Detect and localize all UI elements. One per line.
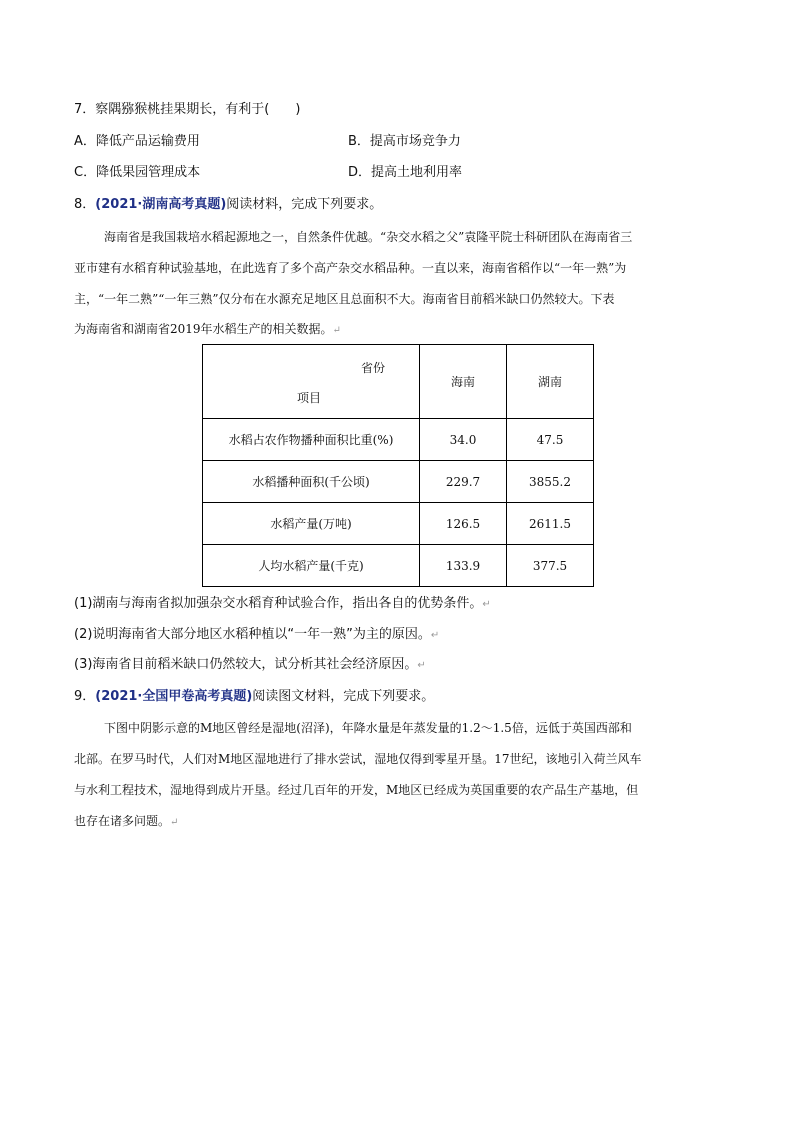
q8-paragraph-line-1: 海南省是我国栽培水稻起源地之一，自然条件优越。“杂交水稻之父”袁隆平院士科研团队在海南省三 — [104, 230, 633, 244]
cell-hunan: 47.5 — [507, 419, 594, 461]
q9-source: (2021·全国甲卷高考真题) — [95, 689, 253, 704]
q8-number: 8． — [74, 197, 96, 212]
q7-stem: 7．察隅猕猴桃挂果期长，有利于( ) — [74, 102, 301, 117]
row-label: 人均水稻产量(千克) — [203, 545, 420, 587]
column-header-hunan: 湖南 — [507, 345, 594, 419]
q8-heading — [74, 196, 382, 214]
cell-hunan: 2611.5 — [507, 503, 594, 545]
table-row — [203, 419, 594, 461]
header-province: 省份 — [360, 361, 385, 375]
paragraph-mark-icon: ↵ — [430, 630, 440, 641]
q8-instruction: 阅读材料，完成下列要求。 — [226, 197, 383, 212]
q7-option-a: A．降低产品运输费用 — [74, 134, 200, 149]
header-item: 项目 — [297, 391, 322, 405]
table-header-row — [203, 345, 594, 419]
cell-hainan: 229.7 — [420, 461, 507, 503]
q7-option-c: C．降低果园管理成本 — [74, 165, 201, 180]
q8-paragraph-line-3: 主，“一年二熟”“一年三熟”仅分布在水源充足地区且总面积不大。海南省目前稻米缺口仍然较大。下表 — [74, 292, 615, 306]
q9-paragraph-line-2: 北部。在罗马时代，人们对M地区湿地进行了排水尝试，湿地仅得到零星开垦。17世纪，该地引入荷兰风车 — [74, 752, 642, 766]
cell-hainan: 34.0 — [420, 419, 507, 461]
row-label: 水稻播种面积(千公顷) — [203, 461, 420, 503]
q9-paragraph-line-4: 也存在诸多问题。↵ — [74, 814, 179, 828]
paragraph-mark-icon: ↵ — [170, 817, 179, 828]
cell-hunan: 377.5 — [507, 545, 594, 587]
q8-paragraph-line-4: 为海南省和湖南省2019年水稻生产的相关数据。↵ — [74, 322, 341, 336]
q9-paragraph-line-1: 下图中阴影示意的M地区曾经是湿地(沼泽)，年降水量是年蒸发量的1.2～1.5倍，远低于英国西部和 — [104, 721, 632, 735]
row-label: 水稻产量(万吨) — [203, 503, 420, 545]
q9-heading — [74, 688, 434, 706]
q7-option-b: B．提高市场竞争力 — [348, 134, 461, 149]
paragraph-mark-icon: ↵ — [332, 325, 341, 336]
table-corner-header — [203, 345, 420, 419]
row-label: 水稻占农作物播种面积比重(%) — [203, 419, 420, 461]
q9-number: 9． — [74, 689, 96, 704]
rice-data-table — [202, 344, 594, 587]
q7-option-d: D．提高土地利用率 — [348, 165, 463, 180]
column-header-hainan: 海南 — [420, 345, 507, 419]
q9-instruction: 阅读图文材料，完成下列要求。 — [252, 689, 435, 704]
paragraph-mark-icon: ↵ — [417, 660, 426, 671]
cell-hainan: 133.9 — [420, 545, 507, 587]
cell-hunan: 3855.2 — [507, 461, 594, 503]
q8-source: (2021·湖南高考真题) — [95, 197, 227, 212]
q8-subquestion-2: (2)说明海南省大部分地区水稻种植以“一年一熟”为主的原因。↵ — [74, 627, 440, 642]
paragraph-mark-icon: ↵ — [482, 599, 491, 610]
q8-paragraph-line-2: 亚市建有水稻育种试验基地，在此选育了多个高产杂交水稻品种。一直以来，海南省稻作以“一年一熟”为 — [74, 261, 627, 275]
q9-paragraph-line-3: 与水利工程技术，湿地得到成片开垦。经过几百年的开发，M地区已经成为英国重要的农产品生产基地，但 — [74, 783, 639, 797]
table-row — [203, 545, 594, 587]
cell-hainan: 126.5 — [420, 503, 507, 545]
q8-subquestion-1: (1)湖南与海南省拟加强杂交水稻育种试验合作，指出各自的优势条件。↵ — [74, 596, 491, 611]
q8-subquestion-3: (3)海南省目前稻米缺口仍然较大，试分析其社会经济原因。↵ — [74, 657, 426, 672]
table-row — [203, 461, 594, 503]
table-row — [203, 503, 594, 545]
